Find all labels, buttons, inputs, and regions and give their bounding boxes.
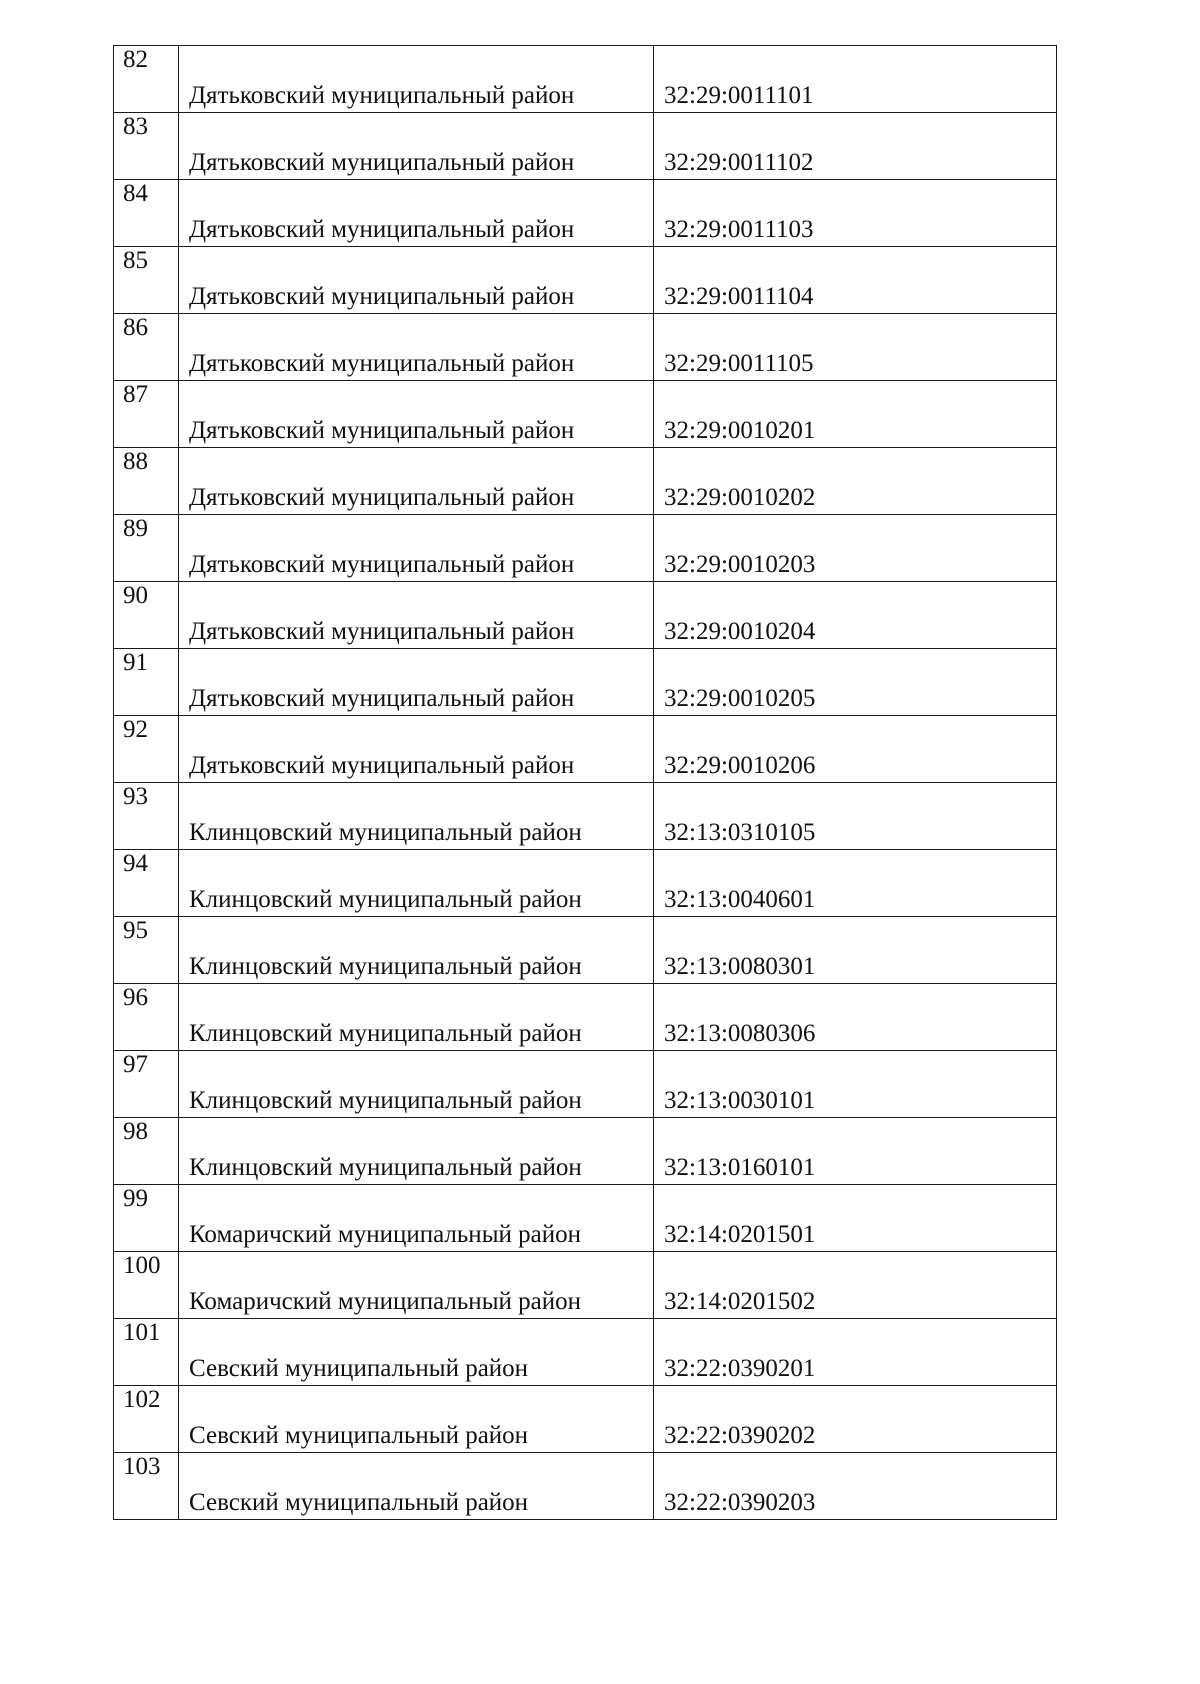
table-row — [114, 448, 1057, 515]
municipal-district: Дятьковский муниципальный район — [179, 381, 654, 448]
cadastral-quarter: 32:29:0011103 — [654, 180, 1057, 247]
table-row — [114, 850, 1057, 917]
municipal-district: Дятьковский муниципальный район — [179, 180, 654, 247]
table-row — [114, 381, 1057, 448]
cadastral-quarter: 32:13:0160101 — [654, 1118, 1057, 1185]
row-number: 99 — [114, 1185, 179, 1252]
cadastral-quarter: 32:29:0011101 — [654, 46, 1057, 113]
table-row — [114, 1051, 1057, 1118]
cadastral-quarter: 32:22:0390203 — [654, 1453, 1057, 1520]
row-number: 85 — [114, 247, 179, 314]
cadastral-quarter: 32:29:0011104 — [654, 247, 1057, 314]
row-number: 84 — [114, 180, 179, 247]
row-number: 100 — [114, 1252, 179, 1319]
table-row — [114, 46, 1057, 113]
cadastral-quarter: 32:29:0010201 — [654, 381, 1057, 448]
row-number: 97 — [114, 1051, 179, 1118]
municipal-district: Дятьковский муниципальный район — [179, 113, 654, 180]
table-row — [114, 649, 1057, 716]
municipal-district: Дятьковский муниципальный район — [179, 649, 654, 716]
table-row — [114, 247, 1057, 314]
cadastral-quarter: 32:13:0080306 — [654, 984, 1057, 1051]
row-number: 88 — [114, 448, 179, 515]
table-row — [114, 917, 1057, 984]
municipal-district: Дятьковский муниципальный район — [179, 582, 654, 649]
municipal-district: Севский муниципальный район — [179, 1453, 654, 1520]
municipal-district: Дятьковский муниципальный район — [179, 46, 654, 113]
cadastral-table — [113, 45, 1057, 1520]
table-row — [114, 984, 1057, 1051]
table-row — [114, 1386, 1057, 1453]
table-row — [114, 113, 1057, 180]
municipal-district: Дятьковский муниципальный район — [179, 314, 654, 381]
table-row — [114, 180, 1057, 247]
row-number: 91 — [114, 649, 179, 716]
row-number: 89 — [114, 515, 179, 582]
municipal-district: Дятьковский муниципальный район — [179, 448, 654, 515]
table-body — [114, 46, 1057, 1520]
table-row — [114, 314, 1057, 381]
municipal-district: Комаричский муниципальный район — [179, 1185, 654, 1252]
municipal-district: Клинцовский муниципальный район — [179, 917, 654, 984]
row-number: 90 — [114, 582, 179, 649]
cadastral-quarter: 32:13:0310105 — [654, 783, 1057, 850]
municipal-district: Клинцовский муниципальный район — [179, 984, 654, 1051]
row-number: 101 — [114, 1319, 179, 1386]
municipal-district: Севский муниципальный район — [179, 1319, 654, 1386]
municipal-district: Клинцовский муниципальный район — [179, 783, 654, 850]
municipal-district: Комаричский муниципальный район — [179, 1252, 654, 1319]
row-number: 96 — [114, 984, 179, 1051]
row-number: 102 — [114, 1386, 179, 1453]
cadastral-quarter: 32:29:0011105 — [654, 314, 1057, 381]
cadastral-quarter: 32:29:0010206 — [654, 716, 1057, 783]
cadastral-quarter: 32:22:0390201 — [654, 1319, 1057, 1386]
cadastral-quarter: 32:22:0390202 — [654, 1386, 1057, 1453]
table-row — [114, 1453, 1057, 1520]
cadastral-quarter: 32:29:0010204 — [654, 582, 1057, 649]
table-row — [114, 1118, 1057, 1185]
municipal-district: Клинцовский муниципальный район — [179, 1051, 654, 1118]
cadastral-quarter: 32:13:0080301 — [654, 917, 1057, 984]
municipal-district: Дятьковский муниципальный район — [179, 515, 654, 582]
cadastral-quarter: 32:29:0010205 — [654, 649, 1057, 716]
cadastral-quarter: 32:29:0011102 — [654, 113, 1057, 180]
table-row — [114, 716, 1057, 783]
row-number: 95 — [114, 917, 179, 984]
table-row — [114, 582, 1057, 649]
row-number: 98 — [114, 1118, 179, 1185]
table-row — [114, 783, 1057, 850]
table-row — [114, 1319, 1057, 1386]
cadastral-quarter: 32:29:0010202 — [654, 448, 1057, 515]
row-number: 86 — [114, 314, 179, 381]
municipal-district: Дятьковский муниципальный район — [179, 247, 654, 314]
cadastral-quarter: 32:13:0040601 — [654, 850, 1057, 917]
row-number: 103 — [114, 1453, 179, 1520]
row-number: 94 — [114, 850, 179, 917]
municipal-district: Клинцовский муниципальный район — [179, 1118, 654, 1185]
row-number: 83 — [114, 113, 179, 180]
cadastral-quarter: 32:29:0010203 — [654, 515, 1057, 582]
row-number: 92 — [114, 716, 179, 783]
municipal-district: Клинцовский муниципальный район — [179, 850, 654, 917]
cadastral-quarter: 32:14:0201501 — [654, 1185, 1057, 1252]
table-row — [114, 1252, 1057, 1319]
municipal-district: Севский муниципальный район — [179, 1386, 654, 1453]
cadastral-quarter: 32:14:0201502 — [654, 1252, 1057, 1319]
cadastral-quarter: 32:13:0030101 — [654, 1051, 1057, 1118]
row-number: 82 — [114, 46, 179, 113]
table-row — [114, 515, 1057, 582]
table-row — [114, 1185, 1057, 1252]
municipal-district: Дятьковский муниципальный район — [179, 716, 654, 783]
row-number: 93 — [114, 783, 179, 850]
row-number: 87 — [114, 381, 179, 448]
